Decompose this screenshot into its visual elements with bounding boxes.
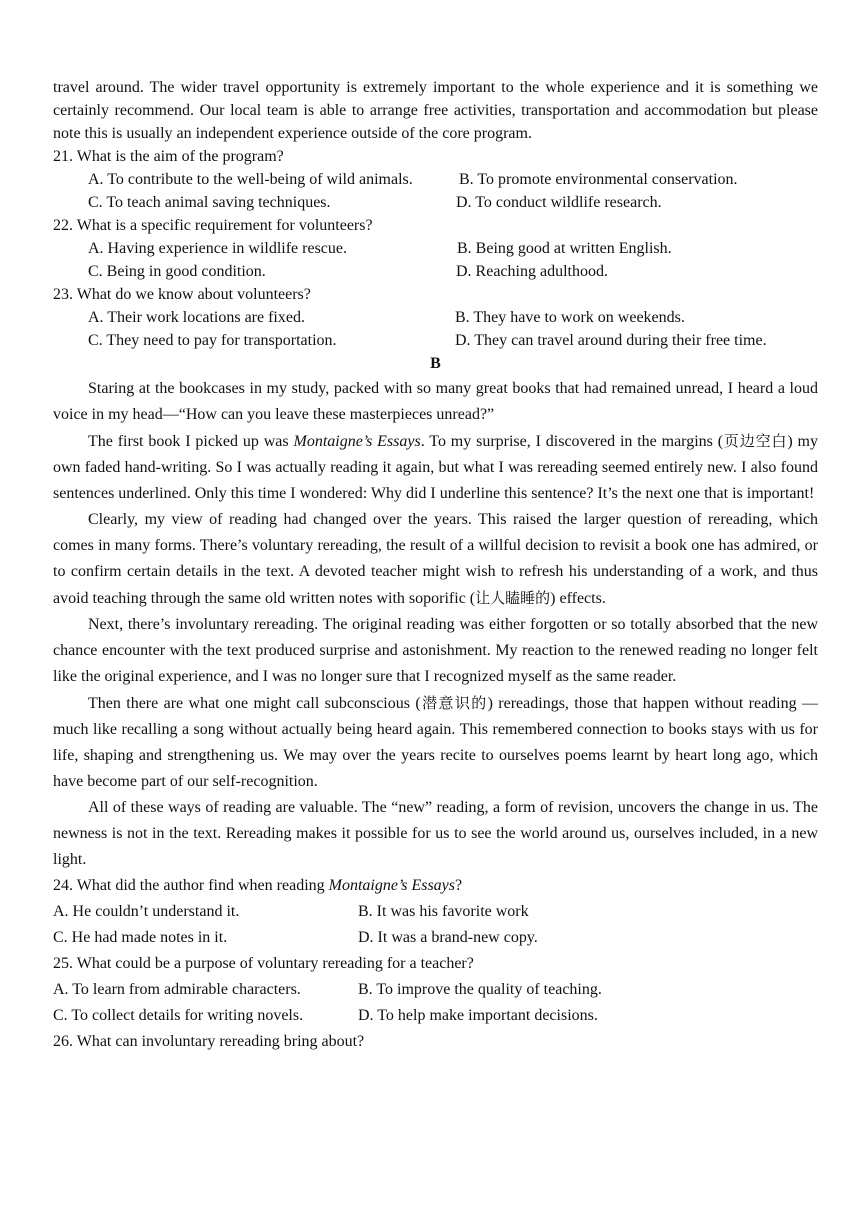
question-25: 25. What could be a purpose of voluntary rereading for a teacher? bbox=[53, 955, 474, 972]
question-24 bbox=[53, 873, 818, 899]
question-23: 23. What do we know about volunteers? bbox=[53, 286, 311, 303]
option-24-c: C. He had made notes in it. bbox=[53, 929, 228, 946]
option-22-d: D. Reaching adulthood. bbox=[456, 263, 608, 280]
passage-b-paragraph-4: Next, there’s involuntary rereading. The original reading was either forgotten or so totally absorbed that the new chance encounter with the text produced surprise and astonishment. My reaction to the renewed reading no longer felt like the original experience, and I was no longer sure that I recognized myself as the same reader. bbox=[53, 616, 818, 685]
intro-paragraph: travel around. The wider travel opportunity is extremely important to the whole experience and it is something we certainly recommend. Our local team is able to arrange free activities, transportation and accommodation but please note this is usually an independent experience outside of the core program. bbox=[53, 79, 818, 142]
question-21-options-row-1 bbox=[53, 168, 818, 191]
option-25-a: A. To learn from admirable characters. bbox=[53, 981, 301, 998]
question-22-options-row-2 bbox=[53, 260, 818, 283]
option-23-c: C. They need to pay for transportation. bbox=[88, 332, 337, 349]
passage-b-paragraph-2 bbox=[53, 428, 818, 507]
question-21: 21. What is the aim of the program? bbox=[53, 148, 284, 165]
paragraph-2-text-mid: . To my surprise, I discovered in the margins ( bbox=[420, 433, 724, 450]
option-22-b: B. Being good at written English. bbox=[457, 240, 672, 257]
option-23-a: A. Their work locations are fixed. bbox=[88, 309, 305, 326]
passage-b-paragraph-5 bbox=[53, 690, 818, 795]
option-21-a: A. To contribute to the well-being of wild animals. bbox=[88, 171, 413, 188]
option-22-a: A. Having experience in wildlife rescue. bbox=[88, 240, 348, 257]
question-22: 22. What is a specific requirement for volunteers? bbox=[53, 217, 373, 234]
question-22-options-row-1 bbox=[53, 237, 818, 260]
question-26: 26. What can involuntary rereading bring about? bbox=[53, 1033, 365, 1050]
chinese-gloss-soporific: 让人瞌睡的 bbox=[475, 589, 551, 607]
question-24-options-row-2 bbox=[53, 925, 818, 951]
book-title-montaigne: Montaigne’s Essays bbox=[293, 433, 421, 450]
option-24-b: B. It was his favorite work bbox=[358, 903, 529, 920]
option-23-b: B. They have to work on weekends. bbox=[455, 309, 685, 326]
option-21-c: C. To teach animal saving techniques. bbox=[88, 194, 331, 211]
question-21-options-row-2 bbox=[53, 191, 818, 214]
option-21-d: D. To conduct wildlife research. bbox=[456, 194, 662, 211]
option-25-d: D. To help make important decisions. bbox=[358, 1007, 598, 1024]
paragraph-5-text-end: ) rereadings, those that happen without reading —much like recalling a song without actually being heard again. This remembered connection to books stays with us for life, shaping and strengthening us. We may over the years recite to ourselves poems learnt by heart long ago, which have become part of our self-recognition. bbox=[53, 695, 819, 790]
passage-b-paragraph-3 bbox=[53, 507, 818, 612]
passage-b-paragraph-1: Staring at the bookcases in my study, packed with so many great books that had remained unread, I heard a loud voice in my head—“How can you leave these masterpieces unread?” bbox=[53, 380, 818, 423]
section-b-title: B bbox=[430, 355, 441, 372]
option-24-d: D. It was a brand-new copy. bbox=[358, 929, 538, 946]
option-23-d: D. They can travel around during their free time. bbox=[455, 332, 767, 349]
question-24-book-title: Montaigne’s Essays bbox=[328, 877, 456, 894]
question-24-options-row-1 bbox=[53, 899, 818, 925]
question-23-options-row-2 bbox=[53, 329, 818, 352]
passage-b-paragraph-6: All of these ways of reading are valuable. The “new” reading, a form of revision, uncovers the change in us. The newness is not in the text. Rereading makes it possible for us to see the world around us, ourselves included, in a new light. bbox=[53, 799, 818, 868]
option-24-a: A. He couldn’t understand it. bbox=[53, 903, 240, 920]
option-21-b: B. To promote environmental conservation. bbox=[459, 171, 738, 188]
paragraph-2-text-start: The first book I picked up was bbox=[88, 433, 294, 450]
question-24-text-start: 24. What did the author find when reading bbox=[53, 877, 329, 894]
option-25-b: B. To improve the quality of teaching. bbox=[358, 981, 602, 998]
paragraph-3-text-end: ) effects. bbox=[550, 590, 606, 607]
question-24-text-end: ? bbox=[455, 877, 463, 894]
question-25-options-row-2 bbox=[53, 1003, 818, 1029]
option-22-c: C. Being in good condition. bbox=[88, 263, 266, 280]
chinese-gloss-subconscious: 潜意识的 bbox=[420, 694, 488, 712]
paragraph-5-text-start: Then there are what one might call subconscious ( bbox=[88, 695, 421, 712]
option-25-c: C. To collect details for writing novels. bbox=[53, 1007, 304, 1024]
question-25-options-row-1 bbox=[53, 977, 818, 1003]
paragraph-2-text-end: ) my own faded hand-writing. So I was actually reading it again, but what I was rereading seemed entirely new. I also found sentences underlined. Only this time I wondered: Why did I underline this sentence? It’s the next one that is important! bbox=[53, 433, 818, 502]
chinese-gloss-margins: 页边空白 bbox=[723, 432, 788, 450]
exam-page bbox=[53, 76, 818, 1055]
paragraph-3-text-start: Clearly, my view of reading had changed over the years. This raised the larger question of rereading, which comes in many forms. There’s voluntary rereading, the result of a willful decision to revisit a book one has admired, or to confirm certain details in the text. A devoted teacher might wish to refresh his understanding of a work, and thus avoid teaching through the same old written notes with soporific ( bbox=[53, 511, 818, 607]
question-23-options-row-1 bbox=[53, 306, 818, 329]
